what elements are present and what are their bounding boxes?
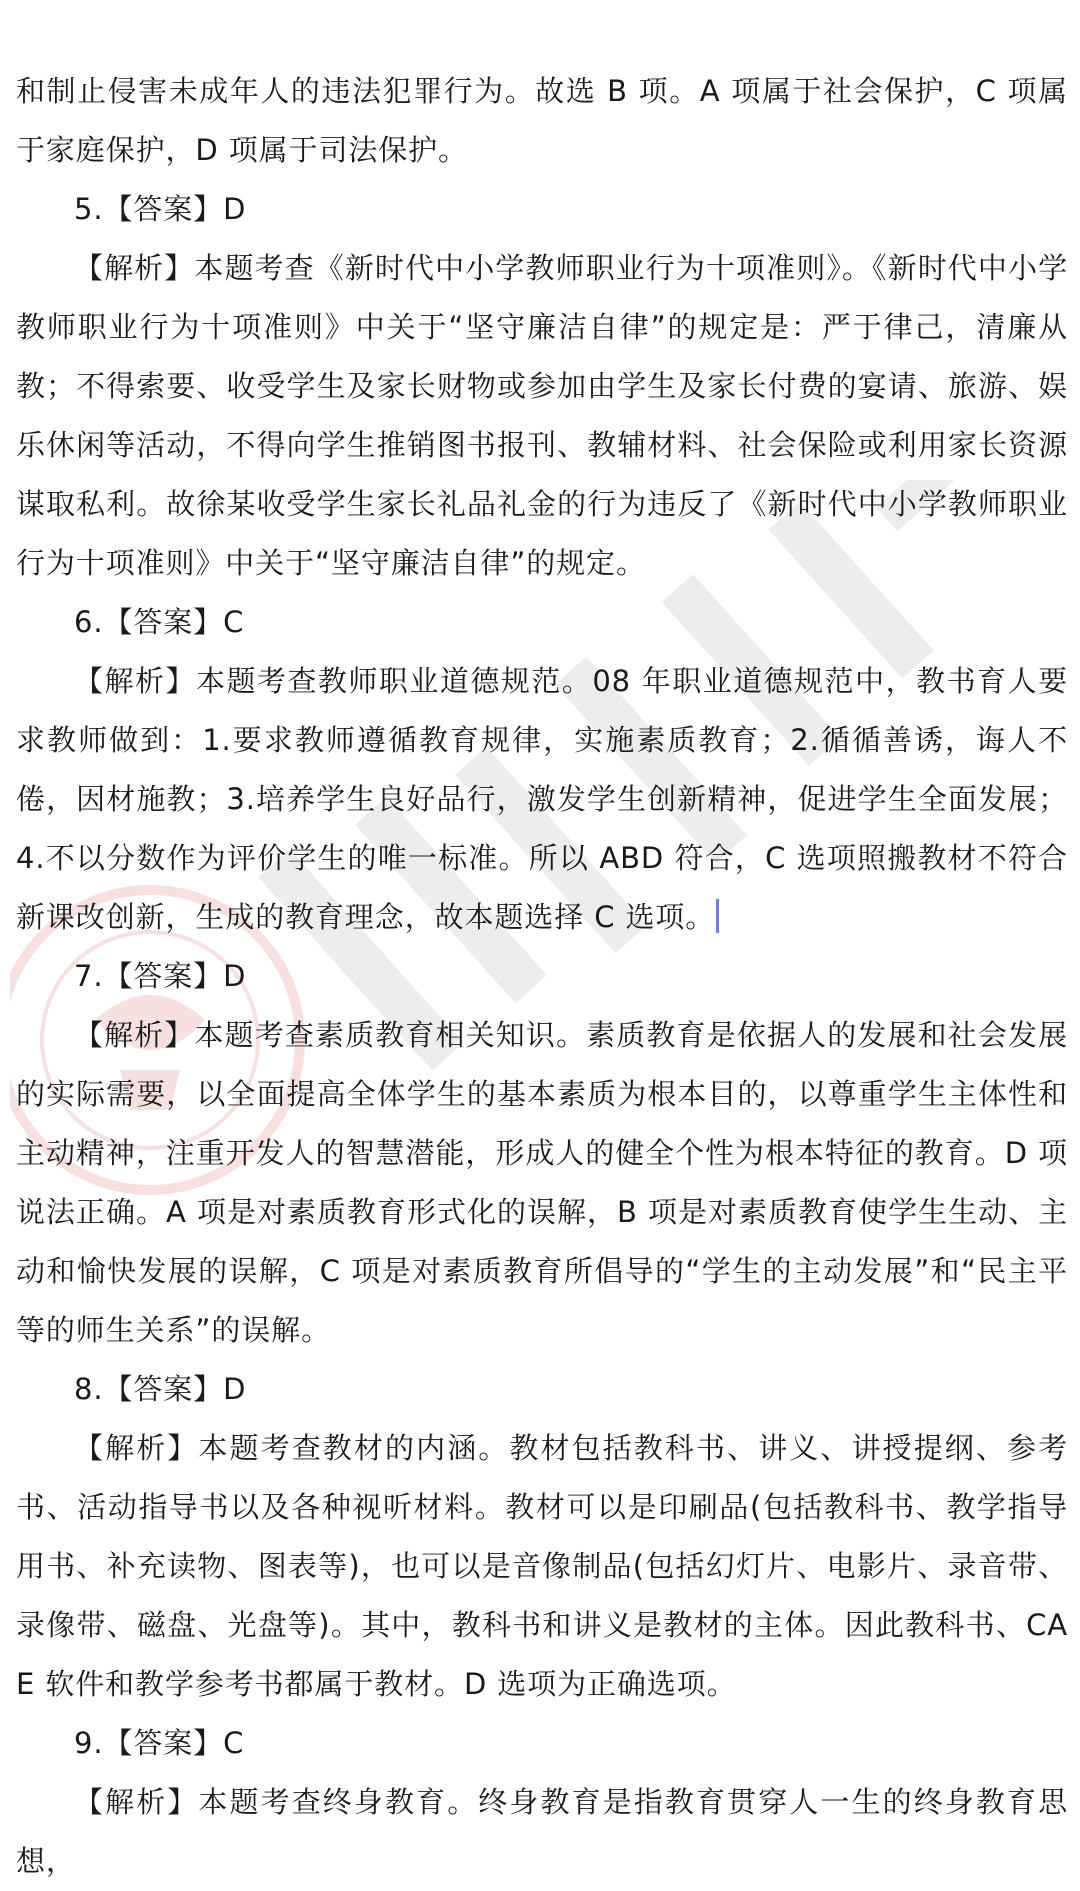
analysis-text: 【解析】本题考查终身教育。终身教育是指教育贯穿人一生的终身教育思想， <box>16 1785 1068 1878</box>
analysis-text-content: 【解析】本题考查教师职业道德规范。08 年职业道德规范中，教书育人要求教师做到：1.要求教师遵循教育规律，实施素质教育；2.循循善诱，诲人不倦，因材施教；3.培养学生良好品行，激发学生创新精神，促进学生全面发展；4.不以分数作为评价学生的唯一标准。所以 ABD 符合，C 选项照搬教材不符合新课改创新，生成的教育理念，故本题选择 C 选项。 <box>16 664 1068 934</box>
document-body <box>16 62 1068 1891</box>
text-caret-icon <box>716 899 719 933</box>
analysis-text: 【解析】本题考查教材的内涵。教材包括教科书、讲义、讲授提纲、参考书、活动指导书以及各种视听材料。教材可以是印刷品(包括教科书、教学指导用书、补充读物、图表等)，也可以是音像制品(包括幻灯片、电影片、录音带、录像带、磁盘、光盘等)。其中，教科书和讲义是教材的主体。因此教科书、CAE 软件和教学参考书都属于教材。D 选项为正确选项。 <box>16 1431 1068 1701</box>
answer-label: 9.【答案】C <box>74 1726 245 1760</box>
answer-item-5 <box>16 180 1068 593</box>
answer-label: 6.【答案】C <box>74 605 245 639</box>
answer-item-7 <box>16 947 1068 1360</box>
analysis-text: 【解析】本题考查《新时代中小学教师职业行为十项准则》。《新时代中小学教师职业行为十项准则》中关于“坚守廉洁自律”的规定是：严于律己，清廉从教；不得索要、收受学生及家长财物或参加由学生及家长付费的宴请、旅游、娱乐休闲等活动，不得向学生推销图书报刊、教辅材料、社会保险或利用家长资源谋取私利。故徐某收受学生家长礼品礼金的行为违反了《新时代中小学教师职业行为十项准则》中关于“坚守廉洁自律”的规定。 <box>16 251 1068 580</box>
answer-label: 8.【答案】D <box>74 1372 247 1406</box>
answer-label: 7.【答案】D <box>74 959 247 993</box>
analysis-text <box>16 652 1068 947</box>
top-fragment: 和制止侵害未成年人的违法犯罪行为。故选 B 项。A 项属于社会保护，C 项属于家庭保护，D 项属于司法保护。 <box>16 74 1068 167</box>
answer-item-6 <box>16 593 1068 947</box>
analysis-text: 【解析】本题考查素质教育相关知识。素质教育是依据人的发展和社会发展的实际需要，以全面提高全体学生的基本素质为根本目的，以尊重学生主体性和主动精神，注重开发人的智慧潜能，形成人的健全个性为根本特征的教育。D 项说法正确。A 项是对素质教育形式化的误解，B 项是对素质教育使学生生动、主动和愉快发展的误解，C 项是对素质教育所倡导的“学生的主动发展”和“民主平等的师生关系”的误解。 <box>16 1018 1068 1347</box>
answer-item-8 <box>16 1360 1068 1714</box>
answer-item-9 <box>16 1714 1068 1891</box>
answer-label: 5.【答案】D <box>74 192 247 226</box>
